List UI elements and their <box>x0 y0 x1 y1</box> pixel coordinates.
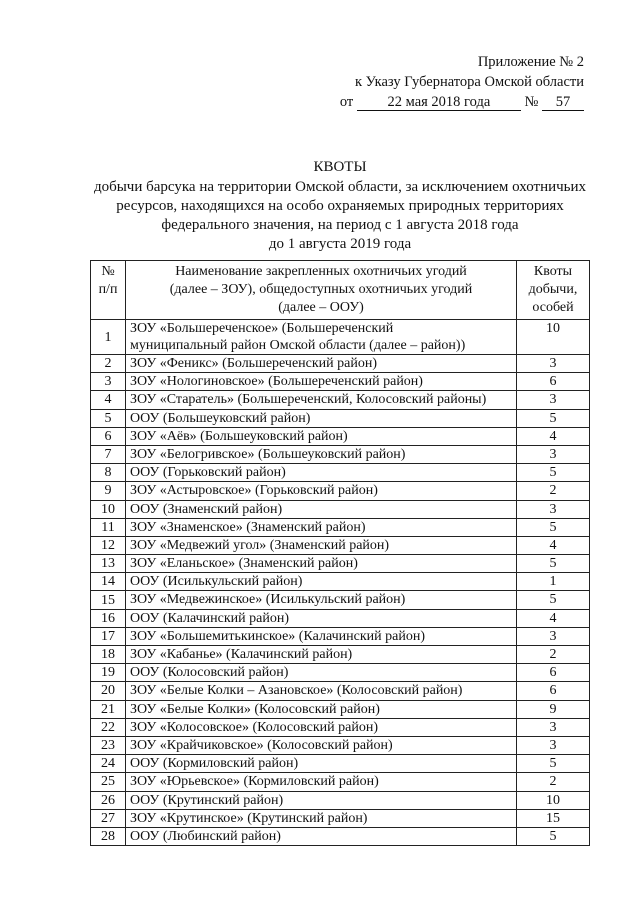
row-quota: 5 <box>517 409 590 427</box>
row-quota: 4 <box>517 427 590 445</box>
row-number: 23 <box>91 736 126 754</box>
row-number: 5 <box>91 409 126 427</box>
header-quota-l2: добычи, <box>528 282 578 297</box>
header-quota <box>517 261 590 320</box>
row-quota: 5 <box>517 518 590 536</box>
row-quota: 3 <box>517 445 590 463</box>
header-quota-l1: Квоты <box>533 264 573 279</box>
header-name <box>126 261 517 320</box>
row-name: ООУ (Кормиловский район) <box>126 755 517 773</box>
table-row <box>91 718 590 736</box>
row-number: 14 <box>91 573 126 591</box>
row-quota: 2 <box>517 773 590 791</box>
row-number: 26 <box>91 791 126 809</box>
row-name: ЗОУ «Знаменское» (Знаменский район) <box>126 518 517 536</box>
row-quota: 1 <box>517 573 590 591</box>
row-quota: 5 <box>517 464 590 482</box>
row-name: ЗОУ «Феникс» (Большереченский район) <box>126 355 517 373</box>
appendix-line2: к Указу Губернатора Омской области <box>354 74 584 90</box>
row-name: ЗОУ «Юрьевское» (Кормиловский район) <box>126 773 517 791</box>
row-name: ЗОУ «Медвежинское» (Исилькульский район) <box>126 591 517 609</box>
row-quota: 2 <box>517 482 590 500</box>
row-name: ООУ (Большеуковский район) <box>126 409 517 427</box>
appendix-date-line <box>340 92 584 112</box>
table-row <box>91 591 590 609</box>
row-quota: 4 <box>517 536 590 554</box>
row-name: ЗОУ «Крутинское» (Крутинский район) <box>126 809 517 827</box>
table-row <box>91 518 590 536</box>
row-number: 6 <box>91 427 126 445</box>
table-row <box>91 391 590 409</box>
row-name: ООУ (Исилькульский район) <box>126 573 517 591</box>
row-name: ООУ (Крутинский район) <box>126 791 517 809</box>
row-name: ООУ (Колосовский район) <box>126 664 517 682</box>
header-name-l2: (далее – ЗОУ), общедоступных охотничьих угодий <box>169 282 473 297</box>
row-name: ЗОУ «Кабанье» (Калачинский район) <box>126 646 517 664</box>
row-name <box>126 320 517 355</box>
row-quota: 3 <box>517 391 590 409</box>
table-row <box>91 409 590 427</box>
table-row <box>91 773 590 791</box>
row-number: 18 <box>91 646 126 664</box>
row-number: 10 <box>91 500 126 518</box>
row-quota: 5 <box>517 827 590 845</box>
number-label: № <box>524 94 539 110</box>
table-row <box>91 736 590 754</box>
row-name: ЗОУ «Колосовское» (Колосовский район) <box>126 718 517 736</box>
row-quota: 3 <box>517 736 590 754</box>
row-name: ООУ (Калачинский район) <box>126 609 517 627</box>
decree-number: 57 <box>542 92 584 111</box>
row-number: 25 <box>91 773 126 791</box>
row-number: 13 <box>91 555 126 573</box>
table-row <box>91 536 590 554</box>
title-line3: федерального значения, на период с 1 августа 2018 года <box>161 217 519 233</box>
row-number: 2 <box>91 355 126 373</box>
table-row <box>91 373 590 391</box>
header-number-l1: № <box>101 264 115 279</box>
title-line1: добычи барсука на территории Омской области, за исключением охотничьих <box>93 179 587 195</box>
row-name: ООУ (Горьковский район) <box>126 464 517 482</box>
row-quota: 6 <box>517 373 590 391</box>
row-number: 21 <box>91 700 126 718</box>
table-row <box>91 682 590 700</box>
row-number: 17 <box>91 627 126 645</box>
row-name: ООУ (Любинский район) <box>126 827 517 845</box>
title-line4: до 1 августа 2019 года <box>268 236 412 252</box>
row-quota: 10 <box>517 320 590 355</box>
table-row <box>91 445 590 463</box>
row-quota: 3 <box>517 500 590 518</box>
row-name: ЗОУ «Еланьское» (Знаменский район) <box>126 555 517 573</box>
row-number: 16 <box>91 609 126 627</box>
row-number: 24 <box>91 755 126 773</box>
table-row <box>91 355 590 373</box>
row-name: ЗОУ «Аёв» (Большеуковский район) <box>126 427 517 445</box>
row-name: ЗОУ «Нологиновское» (Большереченский район) <box>126 373 517 391</box>
header-name-l3: (далее – ООУ) <box>278 300 364 315</box>
table-row <box>91 555 590 573</box>
row-quota: 3 <box>517 718 590 736</box>
title-heading: КВОТЫ <box>313 159 367 175</box>
header-name-l1: Наименование закрепленных охотничьих угодий <box>175 264 467 279</box>
row-quota: 9 <box>517 700 590 718</box>
row-quota: 6 <box>517 664 590 682</box>
row-number: 7 <box>91 445 126 463</box>
row-quota: 15 <box>517 809 590 827</box>
row-quota: 6 <box>517 682 590 700</box>
row-name-l2: муниципальный район Омской области (далее – район)) <box>130 338 466 353</box>
row-quota: 4 <box>517 609 590 627</box>
row-number: 19 <box>91 664 126 682</box>
quota-table <box>90 260 590 846</box>
row-quota: 3 <box>517 627 590 645</box>
row-name: ЗОУ «Большемитькинское» (Калачинский район) <box>126 627 517 645</box>
appendix-line1: Приложение № 2 <box>477 54 584 70</box>
table-row <box>91 500 590 518</box>
row-number: 4 <box>91 391 126 409</box>
table-row <box>91 482 590 500</box>
decree-date: 22 мая 2018 года <box>357 92 521 111</box>
appendix-block <box>340 52 584 112</box>
table-row <box>91 427 590 445</box>
table-row <box>91 791 590 809</box>
header-quota-l3: особей <box>532 300 574 315</box>
title-line2: ресурсов, находящихся на особо охраняемых природных территориях <box>116 198 564 214</box>
row-number: 9 <box>91 482 126 500</box>
row-quota: 2 <box>517 646 590 664</box>
header-number <box>91 261 126 320</box>
row-quota: 5 <box>517 591 590 609</box>
row-name: ООУ (Знаменский район) <box>126 500 517 518</box>
table-row <box>91 664 590 682</box>
row-quota: 5 <box>517 755 590 773</box>
from-label: от <box>339 94 354 110</box>
table-row <box>91 646 590 664</box>
table-row <box>91 700 590 718</box>
row-number: 1 <box>91 320 126 355</box>
header-number-l2: п/п <box>98 282 118 297</box>
row-quota: 10 <box>517 791 590 809</box>
table-row <box>91 573 590 591</box>
row-name: ЗОУ «Белые Колки» (Колосовский район) <box>126 700 517 718</box>
row-name: ЗОУ «Медвежий угол» (Знаменский район) <box>126 536 517 554</box>
row-name: ЗОУ «Крайчиковское» (Колосовский район) <box>126 736 517 754</box>
table-row <box>91 464 590 482</box>
table-row <box>91 609 590 627</box>
row-number: 22 <box>91 718 126 736</box>
table-row <box>91 627 590 645</box>
row-name: ЗОУ «Старатель» (Большереченский, Колосовский районы) <box>126 391 517 409</box>
row-number: 3 <box>91 373 126 391</box>
row-number: 11 <box>91 518 126 536</box>
table-row <box>91 827 590 845</box>
row-number: 27 <box>91 809 126 827</box>
row-name: ЗОУ «Белые Колки – Азановское» (Колосовский район) <box>126 682 517 700</box>
row-number: 28 <box>91 827 126 845</box>
row-name: ЗОУ «Астыровское» (Горьковский район) <box>126 482 517 500</box>
table-header-row <box>91 261 590 320</box>
table-row <box>91 320 590 355</box>
row-number: 20 <box>91 682 126 700</box>
table-row <box>91 755 590 773</box>
row-quota: 3 <box>517 355 590 373</box>
row-number: 12 <box>91 536 126 554</box>
row-name: ЗОУ «Белогривское» (Большеуковский район) <box>126 445 517 463</box>
row-number: 8 <box>91 464 126 482</box>
row-name-l1: ЗОУ «Большереченское» (Большереченский <box>130 321 394 336</box>
document-title <box>60 158 620 254</box>
row-quota: 5 <box>517 555 590 573</box>
row-number: 15 <box>91 591 126 609</box>
table-row <box>91 809 590 827</box>
